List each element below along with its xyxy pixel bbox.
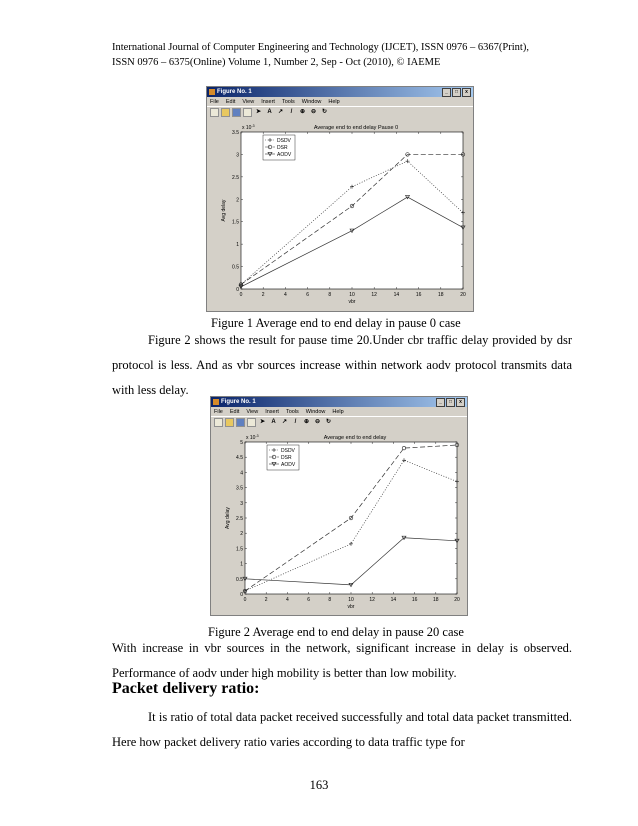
figure-titlebar xyxy=(207,87,473,97)
x-tick-label: 0 xyxy=(239,292,243,298)
menu-edit[interactable]: Edit xyxy=(229,408,240,415)
zoom-in-icon[interactable]: ⊕ xyxy=(299,109,306,115)
legend-label-dsdv: DSDV xyxy=(277,138,291,144)
figure-1-caption: Figure 1 Average end to end delay in pause 0 case xyxy=(211,316,461,330)
chart-title: Average end to end delay Pause 0 xyxy=(313,125,399,131)
zoom-out-icon[interactable]: ⊖ xyxy=(310,109,317,115)
arrow-tool-icon[interactable]: ↗ xyxy=(277,109,284,115)
text-icon[interactable]: A xyxy=(271,419,276,425)
rotate-icon[interactable]: ↻ xyxy=(321,109,328,115)
x-tick-label: 10 xyxy=(349,292,355,298)
x-tick-label: 12 xyxy=(371,292,377,298)
maximize-button[interactable]: □ xyxy=(446,398,455,407)
menu-view[interactable]: View xyxy=(242,98,255,105)
x-tick-label: 2 xyxy=(264,597,268,603)
exponent-label: x $10^{-3}$ xyxy=(246,434,259,441)
figure-title: Figure No. 1 xyxy=(221,399,256,405)
exponent-value: -3 xyxy=(255,434,259,438)
y-tick-label: 3 xyxy=(240,500,243,507)
open-file-icon[interactable] xyxy=(225,418,234,427)
x-tick-label: 2 xyxy=(261,292,265,298)
y-tick-label: 5 xyxy=(240,440,243,446)
x-tick-label: 8 xyxy=(328,597,332,603)
x-tick-label: 14 xyxy=(390,597,397,603)
menu-help[interactable]: Help xyxy=(332,408,344,415)
legend-label-dsr: DSR xyxy=(281,455,292,461)
section-heading: Packet delivery ratio: xyxy=(112,680,260,697)
x-tick-label: 16 xyxy=(415,292,422,298)
x-tick-label: 8 xyxy=(328,292,332,298)
legend-label-dsr: DSR xyxy=(277,145,288,151)
menu-help[interactable]: Help xyxy=(328,98,340,105)
y-tick-label: 4.5 xyxy=(236,455,243,462)
menu-tools[interactable]: Tools xyxy=(285,408,299,415)
plot-area-1 xyxy=(207,118,473,311)
close-button[interactable]: x xyxy=(462,88,471,97)
y-tick-label: 3.5 xyxy=(236,485,243,492)
y-tick-label: 3.5 xyxy=(232,130,239,136)
rotate-icon[interactable]: ↻ xyxy=(325,419,332,425)
chart-title: Average end to end delay xyxy=(323,435,387,441)
print-icon[interactable] xyxy=(243,108,252,117)
page-number: 163 xyxy=(309,778,329,792)
exponent-label: x $10^{-3}$ xyxy=(242,124,255,131)
figure-window-1 xyxy=(206,86,474,312)
x-tick-label: 0 xyxy=(243,597,247,603)
x-tick-label: 18 xyxy=(438,292,444,298)
menu-file[interactable]: File xyxy=(210,98,219,105)
y-axis-label: Avg delay xyxy=(221,199,227,222)
y-tick-label: 3 xyxy=(236,152,239,159)
minimize-button[interactable]: _ xyxy=(436,398,445,407)
new-file-icon[interactable] xyxy=(210,108,219,117)
y-tick-label: 4 xyxy=(240,470,243,477)
chart-2 xyxy=(211,428,467,615)
paragraph-1: Figure 2 shows the result for pause time 20.Under cbr traffic delay provided by dsr protocol is less. And as vbr sources increase within network aodv protocol transmits data with less delay. xyxy=(112,333,572,397)
menu-window[interactable]: Window xyxy=(305,408,326,415)
y-tick-label: 2.5 xyxy=(236,516,243,522)
line-tool-icon[interactable]: / xyxy=(290,109,293,115)
save-icon[interactable] xyxy=(232,108,241,117)
x-tick-label: 6 xyxy=(307,597,310,603)
figure-2-caption: Figure 2 Average end to end delay in pause 20 case xyxy=(208,625,464,639)
legend-label-dsdv: DSDV xyxy=(281,448,295,454)
y-tick-label: 1 xyxy=(240,561,243,568)
menu-view[interactable]: View xyxy=(246,408,259,415)
zoom-in-icon[interactable]: ⊕ xyxy=(303,419,310,425)
matlab-icon xyxy=(209,89,215,95)
menu-bar xyxy=(207,97,473,106)
y-tick-label: 2 xyxy=(240,531,243,538)
menu-insert[interactable]: Insert xyxy=(261,98,275,105)
zoom-out-icon[interactable]: ⊖ xyxy=(314,419,321,425)
text-icon[interactable]: A xyxy=(267,109,272,115)
print-icon[interactable] xyxy=(247,418,256,427)
x-tick-label: 20 xyxy=(454,597,460,603)
x-tick-label: 12 xyxy=(369,597,375,603)
x-tick-label: 10 xyxy=(348,597,354,603)
menu-insert[interactable]: Insert xyxy=(265,408,279,415)
line-tool-icon[interactable]: / xyxy=(294,419,297,425)
header-line-2: ISSN 0976 – 6375(Online) Volume 1, Number 2, Sep - Oct (2010), © IAEME xyxy=(112,57,441,68)
y-tick-label: 0.5 xyxy=(236,576,243,583)
exponent-value: -3 xyxy=(251,124,255,128)
y-tick-label: 2.5 xyxy=(232,174,239,181)
menu-file[interactable]: File xyxy=(214,408,223,415)
menu-edit[interactable]: Edit xyxy=(225,98,236,105)
menu-tools[interactable]: Tools xyxy=(281,98,295,105)
figure-title: Figure No. 1 xyxy=(217,89,252,95)
figure-window-2 xyxy=(210,396,468,616)
x-tick-label: 20 xyxy=(460,292,466,298)
header-line-1: International Journal of Computer Engineering and Technology (IJCET), ISSN 0976 – 6367(Print), xyxy=(112,42,529,53)
journal-header xyxy=(112,40,572,70)
x-tick-label: 14 xyxy=(393,292,400,298)
figure-titlebar xyxy=(211,397,467,407)
paragraph-2: With increase in vbr sources in the network, significant increase in delay is observed. Performance of aodv under high mobility is better than low mobility. xyxy=(112,641,572,680)
open-file-icon[interactable] xyxy=(221,108,230,117)
y-tick-label: 1.5 xyxy=(236,546,243,553)
menu-window[interactable]: Window xyxy=(301,98,322,105)
matlab-icon xyxy=(213,399,219,405)
y-axis-label: Avg delay xyxy=(225,507,231,529)
chart-1 xyxy=(207,118,473,311)
x-tick-label: 16 xyxy=(411,597,418,603)
x-tick-label: 6 xyxy=(306,292,309,298)
plot-area-2 xyxy=(211,428,467,615)
close-button[interactable]: x xyxy=(456,398,465,407)
x-tick-label: 4 xyxy=(286,597,289,603)
x-tick-label: 18 xyxy=(433,597,439,603)
menu-bar xyxy=(211,407,467,416)
paragraph-3: It is ratio of total data packet received successfully and total data packet transmitted. Here how packet delivery ratio varies according to data traffic type for xyxy=(112,710,572,749)
arrow-icon[interactable]: ➤ xyxy=(259,419,266,425)
y-tick-label: 1 xyxy=(236,242,239,249)
x-tick-label: 4 xyxy=(284,292,287,298)
x-axis-label: vbr xyxy=(348,299,356,305)
save-icon[interactable] xyxy=(236,418,245,427)
y-tick-label: 0 xyxy=(240,592,243,598)
y-tick-label: 0 xyxy=(236,287,239,293)
y-tick-label: 1.5 xyxy=(232,219,239,226)
legend-label-aodv: AODV xyxy=(281,462,296,468)
arrow-tool-icon[interactable]: ↗ xyxy=(281,419,288,425)
maximize-button[interactable]: □ xyxy=(452,88,461,97)
minimize-button[interactable]: _ xyxy=(442,88,451,97)
y-tick-label: 2 xyxy=(236,197,239,204)
legend-label-aodv: AODV xyxy=(277,152,292,158)
y-tick-label: 0.5 xyxy=(232,264,239,271)
arrow-icon[interactable]: ➤ xyxy=(255,109,262,115)
x-axis-label: vbr xyxy=(347,604,355,610)
new-file-icon[interactable] xyxy=(214,418,223,427)
